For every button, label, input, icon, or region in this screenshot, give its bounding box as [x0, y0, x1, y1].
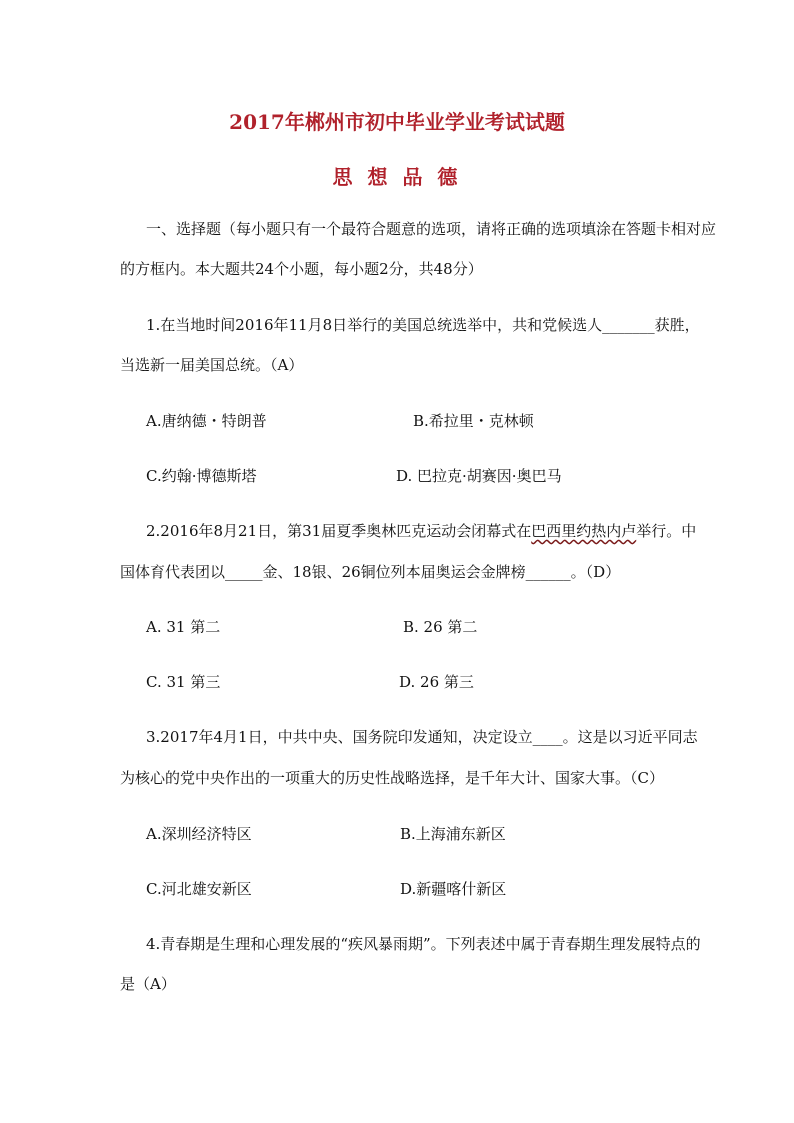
question-2-line2: 国体育代表团以_____金、18银、26铜位列本届奥运会金牌榜______。（D） [120, 563, 621, 581]
question-4-line1: 4.青春期是生理和心理发展的“疾风暴雨期”。下列表述中属于青春期生理发展特点的 [146, 935, 701, 953]
question-2-line1-underlined: 巴西里约热内卢 [531, 522, 637, 540]
question-1-line1: 1.在当地时间2016年11月8日举行的美国总统选举中，共和党候选人_______获胜， [146, 316, 700, 334]
question-2-option-a: A. 31 第二 [146, 618, 221, 636]
question-1-option-a: A.唐纳德・特朗普 [146, 412, 267, 430]
question-3-option-d: D.新疆喀什新区 [400, 880, 507, 898]
question-1-option-d: D. 巴拉克·胡赛因·奥巴马 [396, 467, 562, 485]
question-2-line1 [146, 521, 696, 541]
section-instructions-line1: 一、选择题（每小题只有一个最符合题意的选项，请将正确的选项填涂在答题卡相对应 [146, 220, 717, 238]
question-3-option-c: C.河北雄安新区 [146, 880, 252, 898]
question-2-option-b: B. 26 第二 [403, 618, 478, 636]
question-3-option-b: B.上海浦东新区 [400, 825, 506, 843]
question-4-line2: 是（A） [120, 975, 176, 993]
question-2-line1-text-c: 举行。中 [636, 522, 697, 540]
question-2-line1-text-a: 2.2016年8月21日，第31届夏季奥林匹克运动会闭幕式在 [146, 522, 532, 540]
question-3-line2: 为核心的党中央作出的一项重大的历史性战略选择，是千年大计、国家大事。（C） [120, 769, 664, 787]
section-instructions-line2: 的方框内。本大题共24个小题，每小题2分，共48分） [120, 260, 483, 278]
subject-title: 思 想 品 德 [332, 165, 462, 189]
question-2-option-c: C. 31 第三 [146, 673, 221, 691]
question-3-line1: 3.2017年4月1日，中共中央、国务院印发通知，决定设立____。这是以习近平同志 [146, 728, 698, 746]
question-1-option-b: B.希拉里・克林顿 [413, 412, 534, 430]
question-1-option-c: C.约翰·博德斯塔 [146, 467, 257, 485]
question-1-line2: 当选新一届美国总统。（A） [120, 356, 304, 374]
question-2-option-d: D. 26 第三 [399, 673, 474, 691]
exam-title: 2017年郴州市初中毕业学业考试试题 [229, 110, 565, 134]
question-3-option-a: A.深圳经济特区 [146, 825, 252, 843]
